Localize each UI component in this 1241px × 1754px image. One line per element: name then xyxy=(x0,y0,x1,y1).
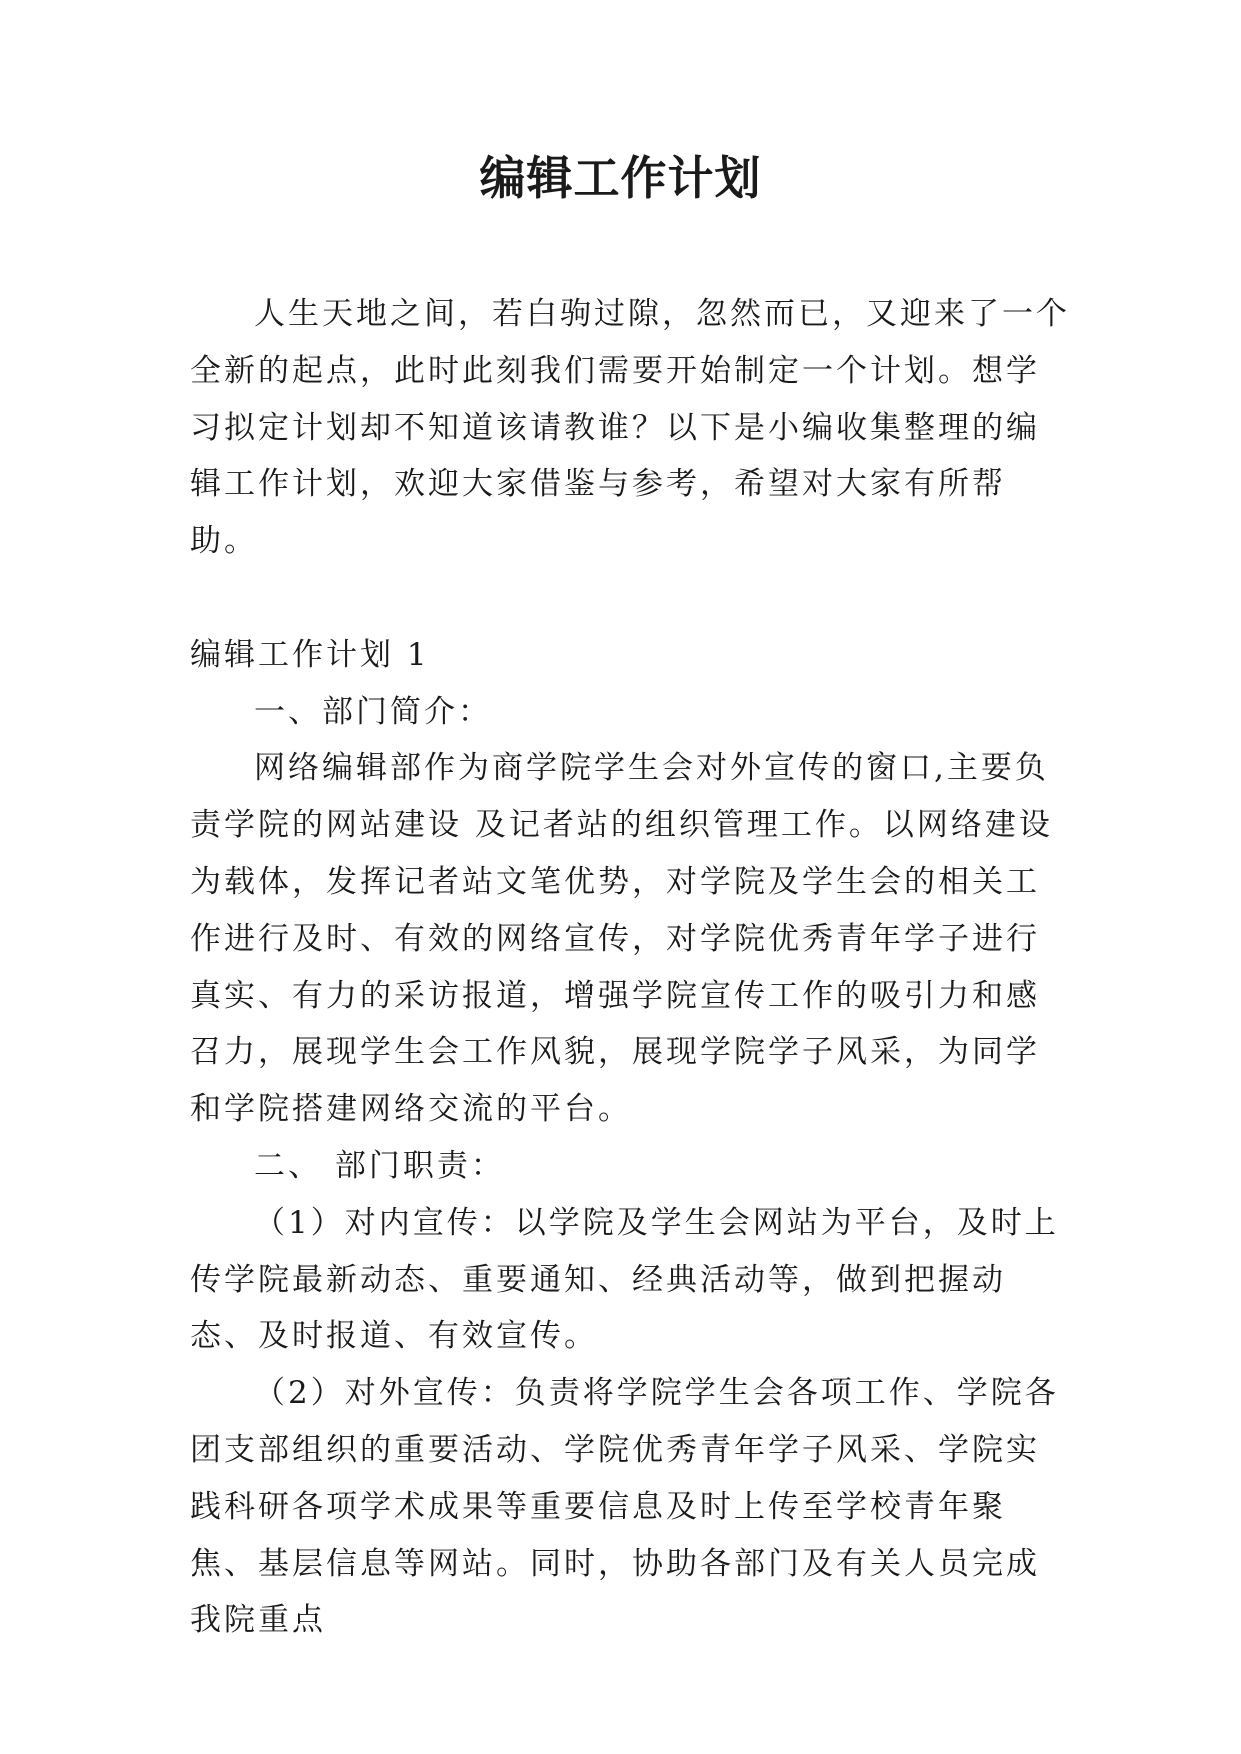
document-title: 编辑工作计划 xyxy=(479,151,762,205)
section-heading: 编辑工作计划 1 xyxy=(190,636,430,673)
duty-internal-paragraph: （1）对内宣传：以学院及学生会网站为平台，及时上传学院最新动态、重要通知、经典活动等，做到把握动态、及时报道、有效宣传。 xyxy=(190,1204,1059,1355)
department-intro-paragraph: 网络编辑部作为商学院学生会对外宣传的窗口,主要负责学院的网站建设 及记者站的组织管理工作。以网络建设为载体，发挥记者站文笔优势，对学院及学生会的相关工作进行及时、有效的网络宣传，对学院优秀青年学子进行真实、有力的采访报道，增强学院宣传工作的吸引力和感召力，展现学生会工作风貌，展现学院学子风采，为同学和学院搭建网络交流的平台。 xyxy=(190,750,1053,1128)
heading-department-intro: 一、部门简介： xyxy=(254,693,492,730)
duty-external-paragraph: （2）对外宣传：负责将学院学生会各项工作、学院各团支部组织的重要活动、学院优秀青年学子风采、学院实践科研各项学术成果等重要信息及时上传至学校青年聚焦、基层信息等网站。同时，协助各部门及有关人员完成我院重点 xyxy=(190,1375,1059,1639)
heading-department-duties: 二、 部门职责： xyxy=(254,1147,505,1184)
document-body xyxy=(190,286,1070,1649)
intro-paragraph: 人生天地之间，若白驹过隙，忽然而已，又迎来了一个全新的起点，此时此刻我们需要开始制定一个计划。想学习拟定计划却不知道该请教谁？以下是小编收集整理的编辑工作计划，欢迎大家借鉴与参考，希望对大家有所帮助。 xyxy=(190,296,1070,560)
paragraph-spacer xyxy=(190,570,1070,627)
